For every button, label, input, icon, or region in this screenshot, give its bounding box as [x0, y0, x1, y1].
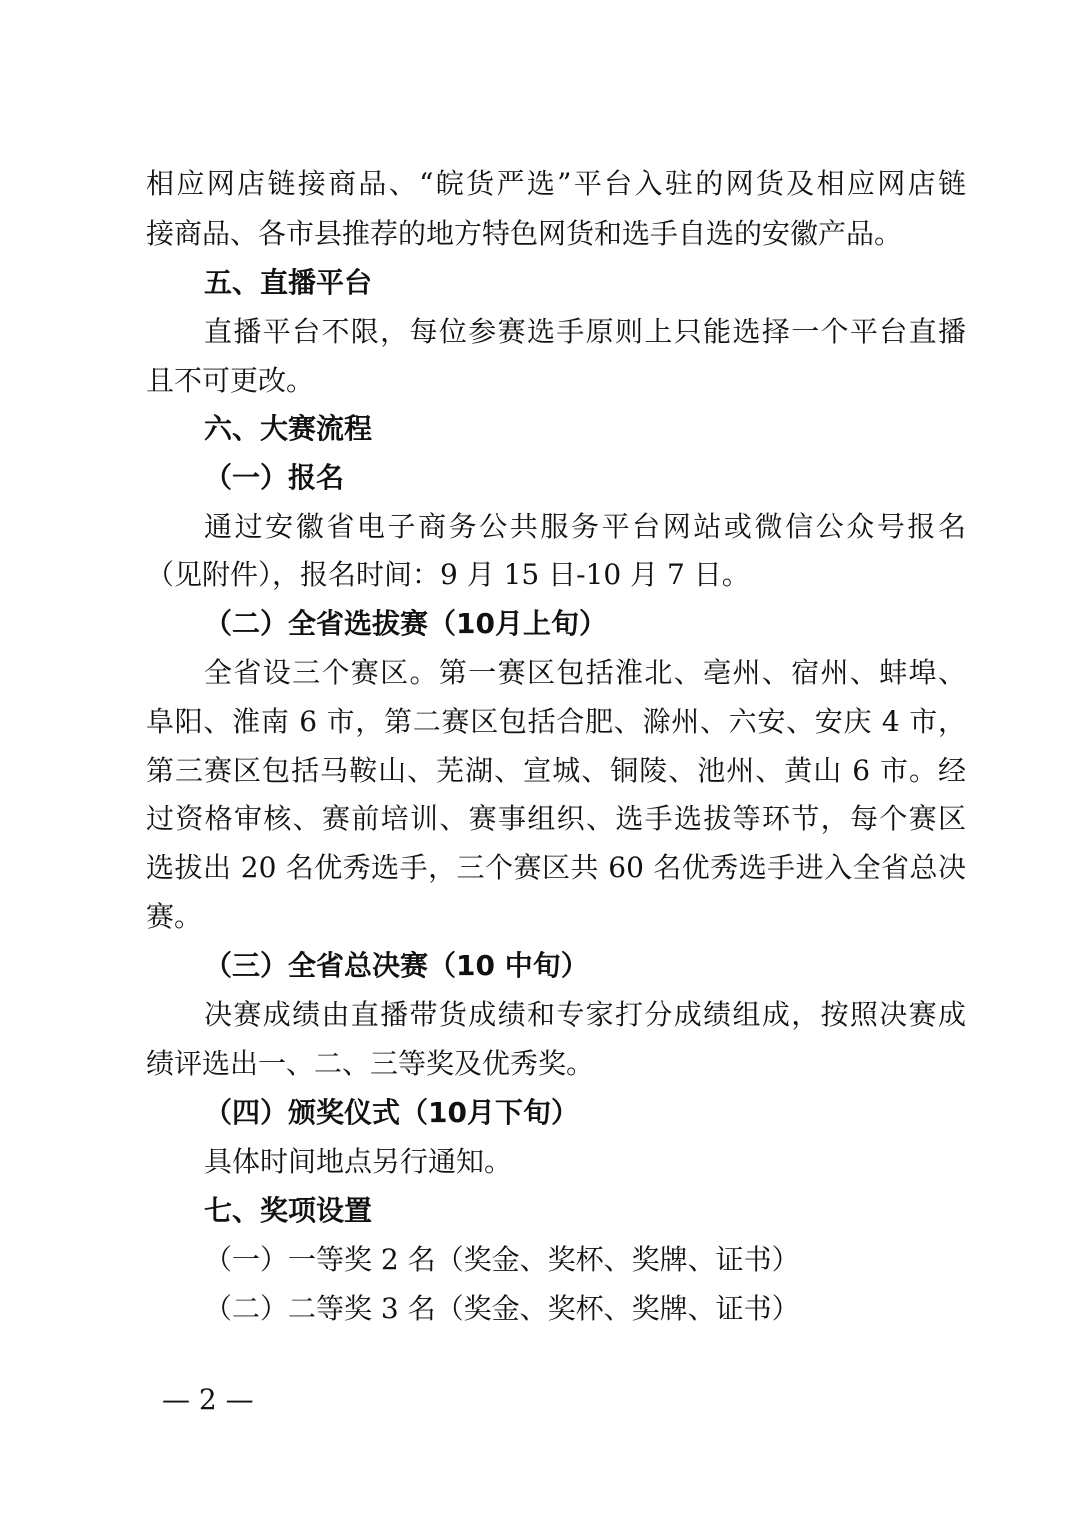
- section-6-sub-3-line-2: 绩评选出一、二、三等奖及优秀奖。: [146, 1047, 595, 1080]
- section-6-sub-2-line-4: 过资格审核、赛前培训、赛事组织、选手选拔等环节，每个赛区: [146, 802, 966, 835]
- section-6-sub-2-line-5: 选拔出 20 名优秀选手，三个赛区共 60 名优秀选手进入全省总决: [146, 851, 966, 884]
- section-6-sub-4-heading: （四）颁奖仪式（10月下旬）: [204, 1096, 579, 1129]
- paragraph-intro-line-2: 接商品、各市县推荐的地方特色网货和选手自选的安徽产品。: [146, 217, 903, 250]
- page-number: — 2 —: [162, 1383, 254, 1416]
- section-6-sub-1-heading: （一）报名: [204, 461, 345, 494]
- section-6-sub-2-heading: （二）全省选拔赛（10月上旬）: [204, 607, 607, 640]
- section-6-sub-2-line-1: 全省设三个赛区。第一赛区包括淮北、亳州、宿州、蚌埠、: [204, 656, 966, 689]
- section-6-sub-1-line-1: 通过安徽省电子商务公共服务平台网站或微信公众号报名: [204, 510, 966, 543]
- section-7-item-2: （二）二等奖 3 名（奖金、奖杯、奖牌、证书）: [204, 1292, 800, 1325]
- section-6-sub-2-line-2: 阜阳、淮南 6 市，第二赛区包括合肥、滁州、六安、安庆 4 市，: [146, 705, 966, 738]
- paragraph-intro-line-1: 相应网店链接商品、“皖货严选”平台入驻的网货及相应网店链: [146, 167, 966, 200]
- section-6-sub-3-heading: （三）全省总决赛（10 中旬）: [204, 949, 589, 982]
- section-6-sub-2-line-3: 第三赛区包括马鞍山、芜湖、宣城、铜陵、池州、黄山 6 市。经: [146, 754, 966, 787]
- section-6-sub-4-line-1: 具体时间地点另行通知。: [204, 1145, 513, 1178]
- section-5-line-1: 直播平台不限，每位参赛选手原则上只能选择一个平台直播: [204, 315, 966, 348]
- section-7-heading: 七、奖项设置: [204, 1194, 373, 1227]
- section-6-sub-1-line-2: （见附件），报名时间：9 月 15 日-10 月 7 日。: [146, 558, 750, 591]
- section-5-heading: 五、直播平台: [204, 266, 373, 299]
- section-5-line-2: 且不可更改。: [146, 364, 315, 397]
- section-6-sub-3-line-1: 决赛成绩由直播带货成绩和专家打分成绩组成，按照决赛成: [204, 998, 966, 1031]
- section-6-heading: 六、大赛流程: [204, 412, 373, 445]
- section-7-item-1: （一）一等奖 2 名（奖金、奖杯、奖牌、证书）: [204, 1243, 800, 1276]
- section-6-sub-2-line-6: 赛。: [146, 900, 203, 933]
